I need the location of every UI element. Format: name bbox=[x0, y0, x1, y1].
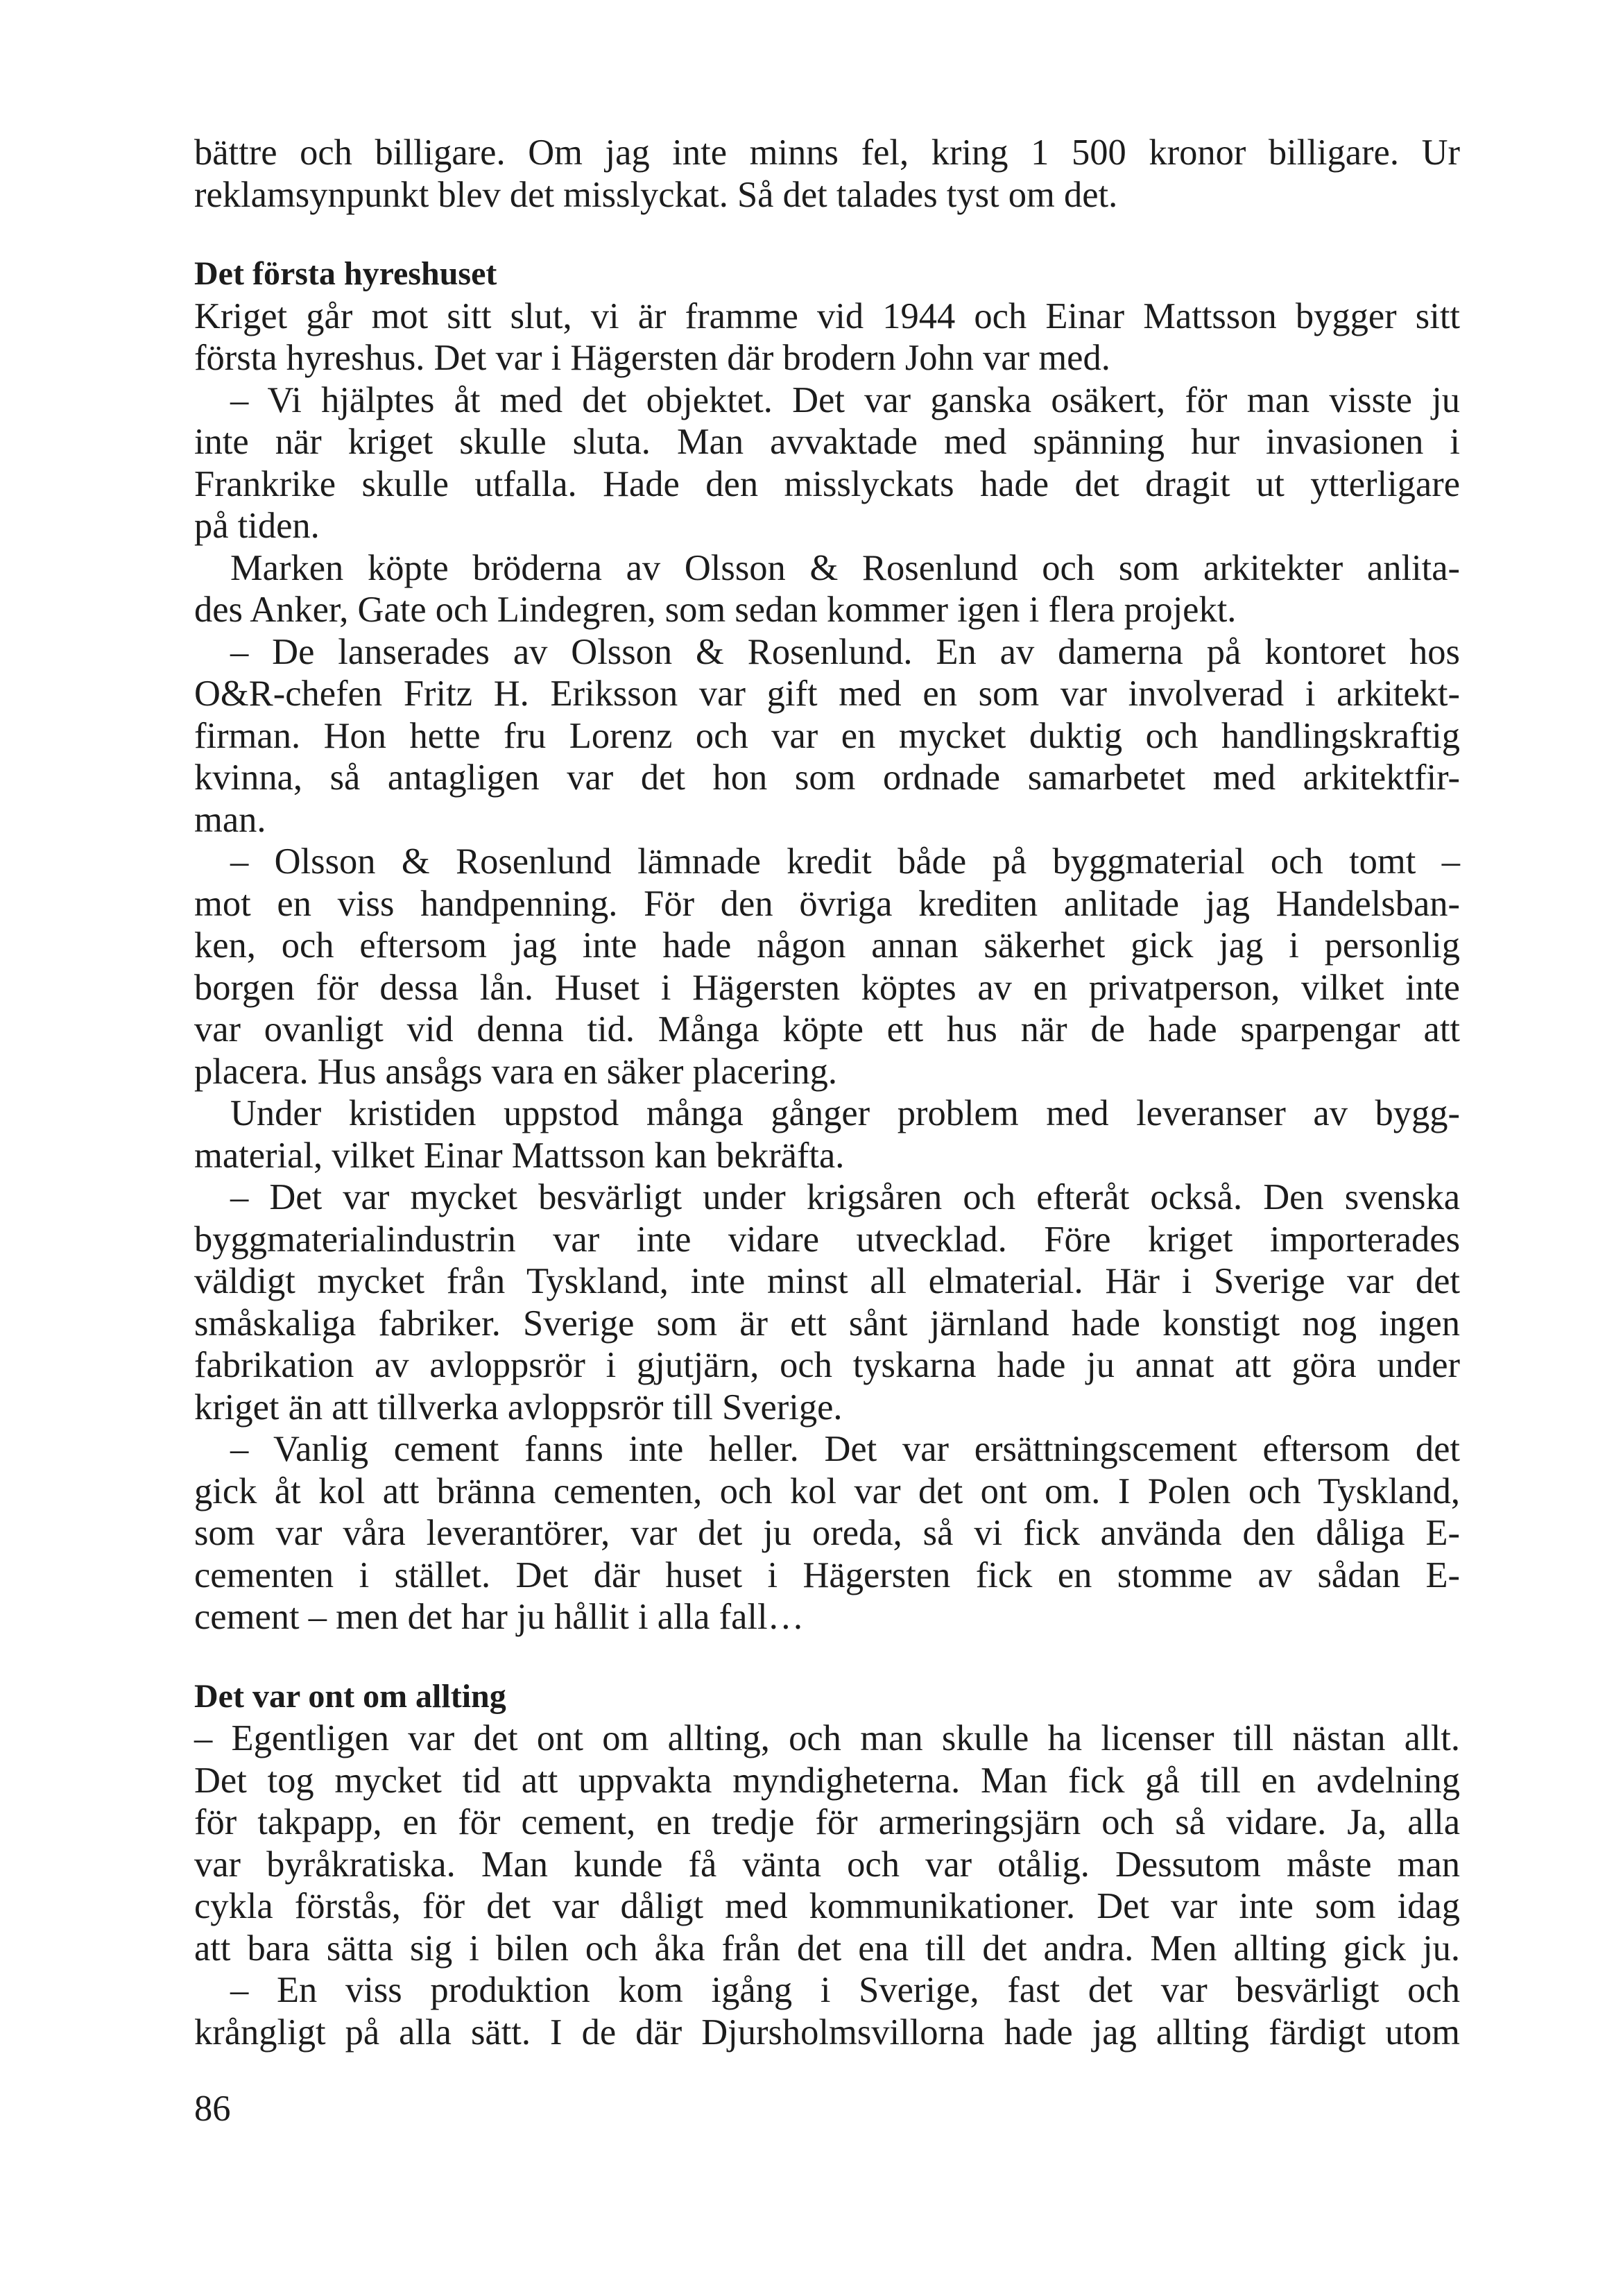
page-number: 86 bbox=[194, 2089, 231, 2129]
text-line: – Egentligen var det ont om allting, och man skulle ha licenser till nästan allt. bbox=[194, 1718, 1460, 1758]
text-line: cykla förstås, för det var dåligt med kommunikationer. Det var inte som idag bbox=[194, 1886, 1460, 1926]
text-line: mot en viss handpenning. För den övriga krediten anlitade jag Handelsban- bbox=[194, 883, 1460, 924]
text-line: kvinna, så antagligen var det hon som ordnade samarbetet med arkitektfir- bbox=[194, 757, 1460, 798]
text-line: Kriget går mot sitt slut, vi är framme vid 1944 och Einar Mattsson bygger sitt bbox=[194, 295, 1460, 336]
text-line: byggmaterialindustrin var inte vidare utvecklad. Före kriget importerades bbox=[194, 1219, 1460, 1260]
text-line: bättre och billigare. Om jag inte minns fel, kring 1 500 kronor billigare. Ur bbox=[194, 132, 1460, 173]
text-line: inte när kriget skulle sluta. Man avvaktade med spänning hur invasionen i bbox=[194, 422, 1460, 462]
text-line: des Anker, Gate och Lindegren, som sedan kommer igen i flera projekt. bbox=[194, 590, 1237, 630]
text-line: väldigt mycket från Tyskland, inte minst all elmaterial. Här i Sverige var det bbox=[194, 1261, 1460, 1301]
text-line: – En viss produktion kom igång i Sverige, fast det var besvärligt och bbox=[230, 1970, 1460, 2010]
text-line: Under kristiden uppstod många gånger problem med leveranser av bygg- bbox=[230, 1093, 1460, 1133]
text-line: – Det var mycket besvärligt under krigsåren och efteråt också. Den svenska bbox=[230, 1177, 1460, 1217]
text-line: för takpapp, en för cement, en tredje för armeringsjärn och så vidare. Ja, alla bbox=[194, 1802, 1460, 1842]
text-line: firman. Hon hette fru Lorenz och var en mycket duktig och handlingskraftig bbox=[194, 715, 1460, 756]
text-line: på tiden. bbox=[194, 506, 320, 546]
text-line: Frankrike skulle utfalla. Hade den misslyckats hade det dragit ut ytterligare bbox=[194, 463, 1460, 504]
text-line: man. bbox=[194, 799, 266, 840]
text-line: cement – men det har ju hållit i alla fall… bbox=[194, 1597, 805, 1637]
book-page-text bbox=[194, 132, 1460, 2053]
text-line: var ovanligt vid denna tid. Många köpte ett hus när de hade sparpengar att bbox=[194, 1009, 1460, 1050]
text-line: Marken köpte bröderna av Olsson & Rosenlund och som arkitekter anlita- bbox=[230, 547, 1460, 588]
text-line: borgen för dessa lån. Huset i Hägersten köptes av en privatperson, vilket inte bbox=[194, 967, 1460, 1008]
text-line: reklamsynpunkt blev det misslyckat. Så det talades tyst om det. bbox=[194, 174, 1118, 215]
text-line: kriget än att tillverka avloppsrör till Sverige. bbox=[194, 1387, 843, 1428]
text-line: placera. Hus ansågs vara en säker placering. bbox=[194, 1051, 838, 1092]
text-line: – Vi hjälptes åt med det objektet. Det var ganska osäkert, för man visste ju bbox=[230, 379, 1460, 420]
text-line: cementen i stället. Det där huset i Hägersten fick en stomme av sådan E- bbox=[194, 1554, 1460, 1595]
section-heading: Det var ont om allting bbox=[194, 1677, 506, 1715]
text-line: ken, och eftersom jag inte hade någon annan säkerhet gick jag i personlig bbox=[194, 925, 1460, 966]
text-line: krångligt på alla sätt. I de där Djursholmsvillorna hade jag allting färdigt utom bbox=[194, 2012, 1460, 2053]
text-line: O&R-chefen Fritz H. Eriksson var gift med en som var involverad i arkitekt- bbox=[194, 674, 1460, 714]
text-line: första hyreshus. Det var i Hägersten där brodern John var med. bbox=[194, 338, 1110, 378]
section-heading: Det första hyreshuset bbox=[194, 255, 497, 292]
text-line: Det tog mycket tid att uppvakta myndigheterna. Man fick gå till en avdelning bbox=[194, 1760, 1460, 1801]
text-line: var byråkratiska. Man kunde få vänta och var otålig. Dessutom måste man bbox=[194, 1844, 1460, 1885]
text-line: – Vanlig cement fanns inte heller. Det var ersättningscement eftersom det bbox=[230, 1429, 1460, 1469]
text-line: som var våra leverantörer, var det ju oreda, så vi fick använda den dåliga E- bbox=[194, 1513, 1460, 1553]
text-line: – De lanserades av Olsson & Rosenlund. En av damerna på kontoret hos bbox=[230, 631, 1460, 672]
text-line: småskaliga fabriker. Sverige som är ett sånt järnland hade konstigt nog ingen bbox=[194, 1303, 1460, 1344]
text-line: material, vilket Einar Mattsson kan bekräfta. bbox=[194, 1135, 845, 1176]
text-line: gick åt kol att bränna cementen, och kol var det ont om. I Polen och Tyskland, bbox=[194, 1471, 1460, 1511]
text-line: – Olsson & Rosenlund lämnade kredit både på byggmaterial och tomt – bbox=[230, 841, 1460, 882]
text-line: fabrikation av avloppsrör i gjutjärn, och tyskarna hade ju annat att göra under bbox=[194, 1345, 1460, 1385]
text-line: att bara sätta sig i bilen och åka från det ena till det andra. Men allting gick ju. bbox=[194, 1928, 1460, 1969]
